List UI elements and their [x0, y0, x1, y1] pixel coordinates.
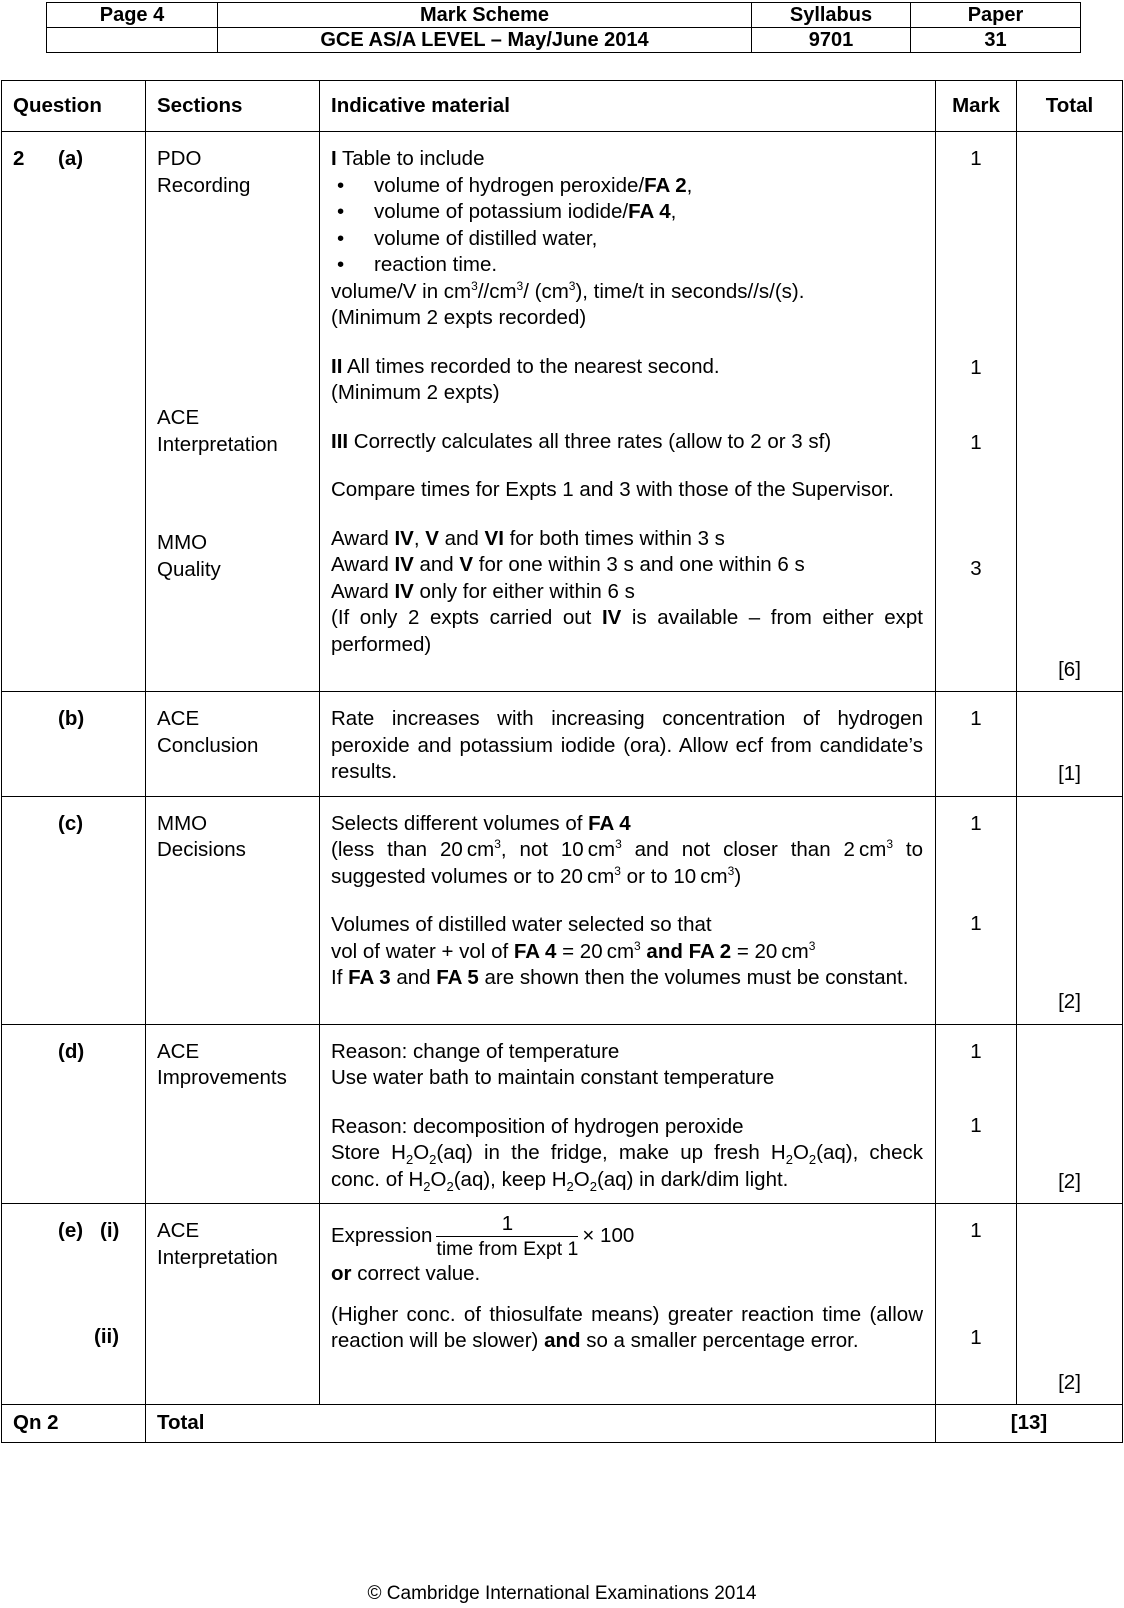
row-c	[2, 796, 1123, 1024]
total-cell	[1017, 692, 1123, 797]
question-part: (d)	[58, 1039, 85, 1063]
list-item: • volume of distilled water,	[331, 226, 923, 253]
section-name: Decisions	[157, 838, 246, 861]
col-mark: Mark	[936, 81, 1017, 132]
row-a	[2, 132, 1123, 692]
reason-1: Reason: change of temperature Use water bath to maintain constant temperature	[331, 1039, 775, 1089]
section-mmo: MMO	[157, 531, 208, 554]
total-value: [2]	[1058, 1370, 1081, 1394]
question-cell	[2, 132, 146, 692]
col-question: Question	[2, 81, 146, 132]
sections-cell	[146, 796, 320, 1024]
bullet-list	[331, 173, 923, 279]
total-cell	[1017, 1204, 1123, 1405]
point-ii: II All times recorded to the nearest second. (Minimum 2 expts)	[331, 354, 720, 404]
selects-block: Selects different volumes of FA 4 (less than 20 $cm^3$, not 10 $cm^3$ and not closer than 2 $cm^3$ to suggested volumes or to 20 $cm^3$ or to 10 $cm^3$)	[331, 811, 923, 888]
total-value: [6]	[1058, 657, 1081, 681]
section-quality: Quality	[157, 557, 221, 581]
grand-total: [13]	[936, 1405, 1123, 1443]
sections-cell	[146, 1204, 320, 1405]
header-paper: Paper	[911, 3, 1081, 28]
question-subpart: (ii)	[94, 1325, 120, 1348]
section-name: ACE	[157, 1039, 200, 1063]
header-syllabus: Syllabus	[752, 3, 911, 28]
mark-value: 1	[970, 1114, 982, 1137]
compare-text: Compare times for Expts 1 and 3 with those of the Supervisor.	[331, 478, 894, 501]
total-value: [2]	[1058, 1169, 1081, 1193]
mark-cell	[936, 1024, 1017, 1204]
point-iii: III Correctly calculates all three rates (allow to 2 or 3 sf)	[331, 429, 832, 453]
units-line: volume/V in $cm^3//cm^3/$ $(cm^3)$, time/t in seconds//s/(s).	[331, 278, 805, 303]
header-mark-scheme: Mark Scheme	[218, 3, 752, 28]
list-item: • volume of potassium iodide/FA 4,	[331, 199, 923, 226]
volumes-block: Volumes of distilled water selected so that vol of water + vol of FA 4 = 20 $cm^3$ and FA 2 = 20 $cm^3$ If FA 3 and FA 5 are shown then the volumes must be constant.	[331, 913, 909, 989]
question-part: (a)	[58, 147, 84, 170]
col-total: Total	[1017, 81, 1123, 132]
total-value: [2]	[1058, 990, 1081, 1013]
mark-value: 1	[970, 1325, 982, 1349]
mark-value: 1	[970, 355, 982, 379]
mark-cell	[936, 692, 1017, 797]
fraction: $\frac{1}{\text{time from Expt 1}}$	[436, 1212, 579, 1260]
mark-scheme-table	[1, 80, 1123, 1443]
part-ii-text: (Higher conc. of thiosulfate means) greater reaction time (allow reaction will be slower) and so a smaller percentage error.	[331, 1302, 923, 1352]
mark-value: 1	[970, 707, 982, 730]
list-item: • reaction time.	[331, 252, 923, 279]
mark-value: 1	[970, 431, 982, 454]
mark-value: 1	[970, 811, 982, 835]
mark-value: 1	[970, 147, 982, 170]
indicative-cell: Rate increases with increasing concentration of hydrogen peroxide and potassium iodide (ora). Allow ecf from candidate’s results.	[320, 692, 936, 797]
row-total	[2, 1405, 1123, 1443]
sections-cell	[146, 692, 320, 797]
mark-value: 3	[970, 556, 982, 580]
minimum-note: (Minimum 2 expts recorded)	[331, 306, 587, 329]
header-paper-num: 31	[911, 28, 1081, 53]
total-cell	[1017, 132, 1123, 692]
col-sections: Sections	[146, 81, 320, 132]
list-item: • volume of hydrogen peroxide/FA 2,	[331, 173, 923, 200]
total-cell	[1017, 796, 1123, 1024]
header-val-page	[47, 28, 218, 53]
section-recording: Recording	[157, 173, 251, 197]
total-cell	[1017, 1024, 1123, 1204]
indicative-cell	[320, 1024, 936, 1204]
indicative-cell	[320, 132, 936, 692]
row-d	[2, 1024, 1123, 1204]
section-interpretation: Interpretation	[157, 432, 278, 456]
section-name: Improvements	[157, 1066, 287, 1089]
question-cell	[2, 692, 146, 797]
mark-cell	[936, 796, 1017, 1024]
question-part: (e)	[58, 1219, 84, 1242]
question-part: (b)	[58, 707, 85, 730]
sections-cell	[146, 132, 320, 692]
question-part: (c)	[58, 811, 84, 835]
question-cell	[2, 796, 146, 1024]
question-subpart: (i)	[100, 1219, 120, 1242]
total-value: [1]	[1058, 762, 1081, 785]
question-number: 2	[13, 147, 25, 170]
section-name: Interpretation	[157, 1245, 278, 1269]
reason-2: Reason: decomposition of hydrogen peroxide Store $H_2O_2(aq)$ in the fridge, make up fresh $H_2O_2(aq)$, check conc. of $H_2O_2(aq)$, keep $H_2O_2(aq)$ in dark/dim light.	[331, 1114, 923, 1194]
col-indicative: Indicative material	[320, 81, 936, 132]
row-e	[2, 1204, 1123, 1405]
section-name: MMO	[157, 811, 208, 835]
mark-value: 1	[970, 1039, 982, 1063]
question-cell	[2, 1204, 146, 1405]
section-name: ACE	[157, 1219, 200, 1242]
header-page: Page 4	[47, 3, 218, 28]
sections-cell	[146, 1024, 320, 1204]
header-exam: GCE AS/A LEVEL – May/June 2014	[218, 28, 752, 53]
section-ace: ACE	[157, 406, 200, 429]
mark-value: 1	[970, 912, 982, 935]
header-syllabus-code: 9701	[752, 28, 911, 53]
expression-block: Expression $\frac{1}{\text{time from Expt 1}}$ × 100 or correct value.	[331, 1212, 635, 1285]
table-header-row	[2, 81, 1123, 132]
question-cell	[2, 1024, 146, 1204]
section-name: Conclusion	[157, 733, 259, 757]
mark-value: 1	[970, 1219, 982, 1242]
total-label: Total	[146, 1405, 936, 1443]
header-table	[46, 2, 1081, 53]
indicative-cell	[320, 796, 936, 1024]
row-b	[2, 692, 1123, 797]
total-question: Qn 2	[2, 1405, 146, 1443]
mark-cell	[936, 132, 1017, 692]
section-name: ACE	[157, 707, 200, 730]
point-i: I Table to include • volume of hydrogen peroxide/FA 2, • volume of potassium iodide/FA 4, • volume of distilled water, • reaction time. volume/V in $cm^3//cm^3/$ $(cm^3)$, time/t in seconds//s/(s). (Minimum 2 expts recorded)	[331, 146, 923, 332]
mark-cell	[936, 1204, 1017, 1405]
section-pdo: PDO	[157, 147, 202, 170]
indicative-cell	[320, 1204, 936, 1405]
footer-copyright: © Cambridge International Examinations 2014	[367, 1583, 757, 1604]
award-block: Award IV, V and VI for both times within 3 s Award IV and V for one within 3 s and one within 6 s Award IV only for either within 6 s (If only 2 expts carried out IV is available – from either expt performed)	[331, 526, 924, 656]
